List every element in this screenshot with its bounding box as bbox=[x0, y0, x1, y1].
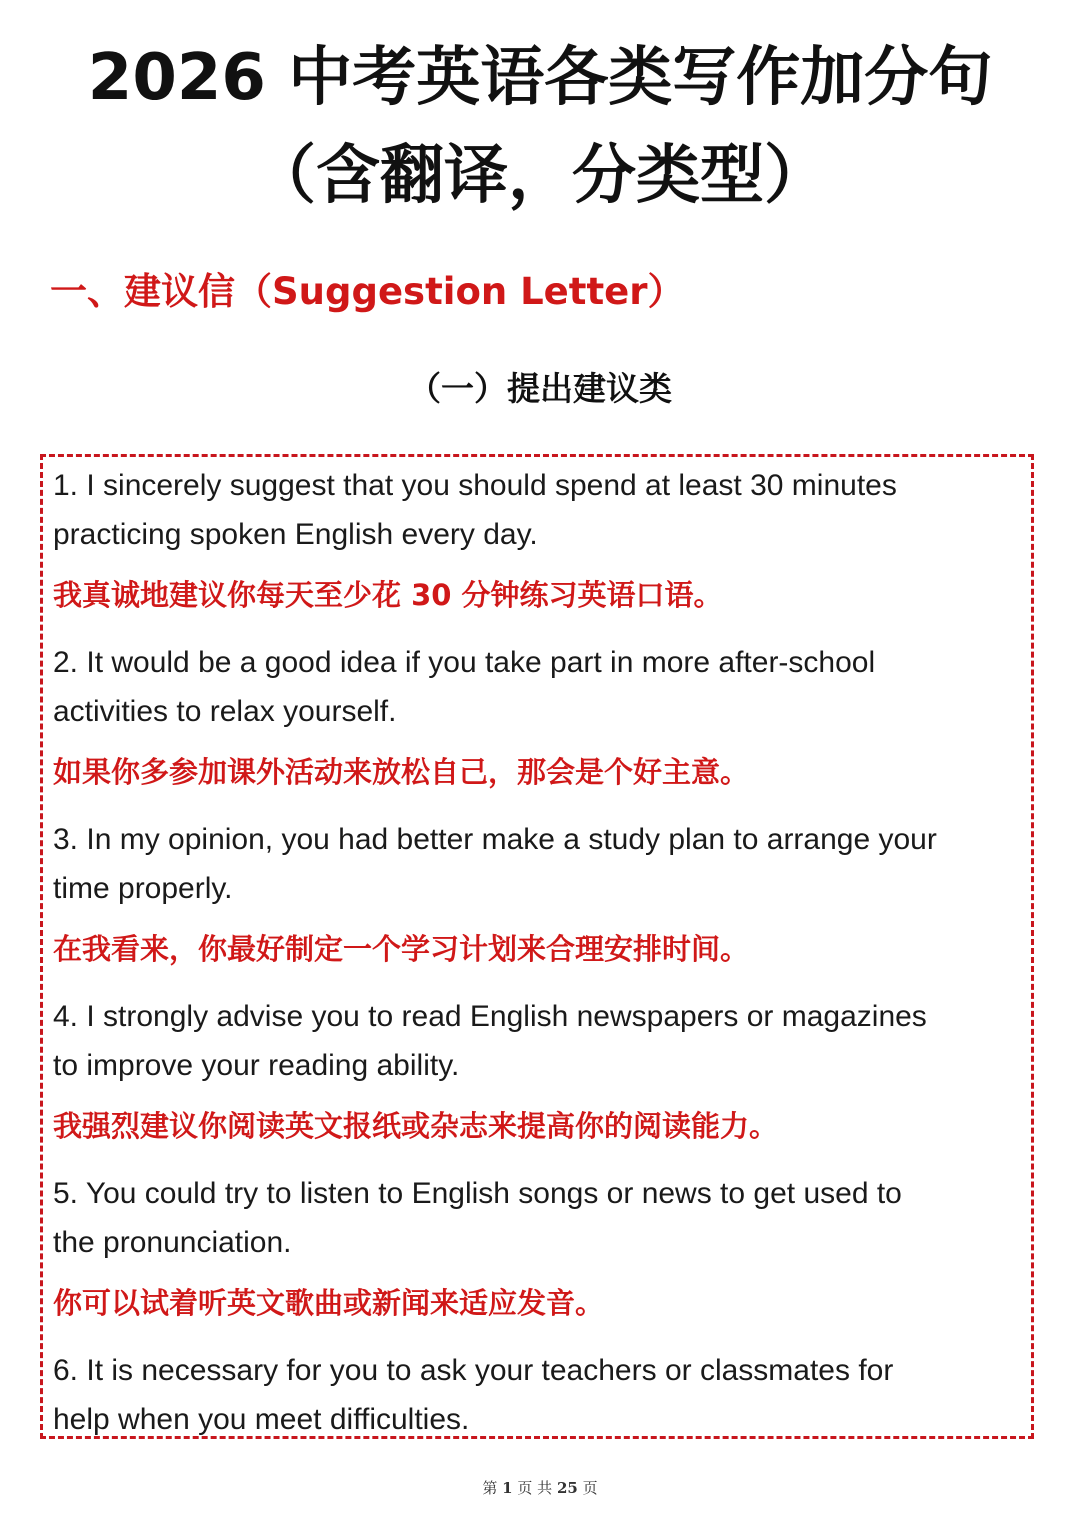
subsection-heading: （一）提出建议类 bbox=[408, 369, 672, 408]
footer-prefix: 第 bbox=[482, 1479, 498, 1497]
chinese-translation: 你可以试着听英文歌曲或新闻来适应发音。 bbox=[53, 1286, 605, 1320]
chinese-translation: 在我看来，你最好制定一个学习计划来合理安排时间。 bbox=[53, 932, 750, 966]
sentence-entry-5 bbox=[53, 1169, 1028, 1325]
chinese-translation: 如果你多参加课外活动来放松自己，那会是个好主意。 bbox=[53, 755, 750, 789]
footer-middle: 页 共 bbox=[517, 1479, 553, 1497]
chinese-translation: 我强烈建议你阅读英文报纸或杂志来提高你的阅读能力。 bbox=[53, 1109, 779, 1143]
english-sentence-line: 3. In my opinion, you had better make a study plan to arrange your bbox=[53, 823, 937, 856]
page-title-line-1: 2026 中考英语各类写作加分句 bbox=[87, 41, 993, 115]
english-sentence-line: 2. It would be a good idea if you take part in more after-school bbox=[53, 646, 876, 679]
english-sentence-line: time properly. bbox=[53, 872, 233, 905]
english-sentence-line: 5. You could try to listen to English songs or news to get used to bbox=[53, 1177, 902, 1210]
english-sentence-line: 4. I strongly advise you to read English newspapers or magazines bbox=[53, 1000, 927, 1033]
footer-page-number: 1 bbox=[502, 1479, 513, 1497]
footer-total-pages: 25 bbox=[556, 1479, 578, 1497]
english-sentence-line: help when you meet difficulties. bbox=[53, 1403, 470, 1436]
sentence-entry-6 bbox=[53, 1346, 1028, 1444]
sentence-entry-1 bbox=[53, 461, 1028, 617]
sentence-entry-2 bbox=[53, 638, 1028, 794]
english-sentence-line: to improve your reading ability. bbox=[53, 1049, 460, 1082]
english-sentence-line: practicing spoken English every day. bbox=[53, 518, 538, 551]
sentence-box bbox=[40, 454, 1034, 1439]
english-sentence-line: 1. I sincerely suggest that you should spend at least 30 minutes bbox=[53, 469, 897, 502]
page-title-line-2: （含翻译，分类型） bbox=[252, 139, 828, 213]
page-footer bbox=[0, 1477, 1080, 1499]
english-sentence-line: the pronunciation. bbox=[53, 1226, 292, 1259]
english-sentence-line: activities to relax yourself. bbox=[53, 695, 397, 728]
chinese-translation: 我真诚地建议你每天至少花 30 分钟练习英语口语。 bbox=[53, 578, 723, 612]
footer-suffix: 页 bbox=[582, 1479, 598, 1497]
section-heading: 一、建议信（Suggestion Letter） bbox=[50, 270, 685, 313]
sentence-entry-3 bbox=[53, 815, 1028, 971]
english-sentence-line: 6. It is necessary for you to ask your teachers or classmates for bbox=[53, 1354, 894, 1387]
sentence-entry-4 bbox=[53, 992, 1028, 1148]
